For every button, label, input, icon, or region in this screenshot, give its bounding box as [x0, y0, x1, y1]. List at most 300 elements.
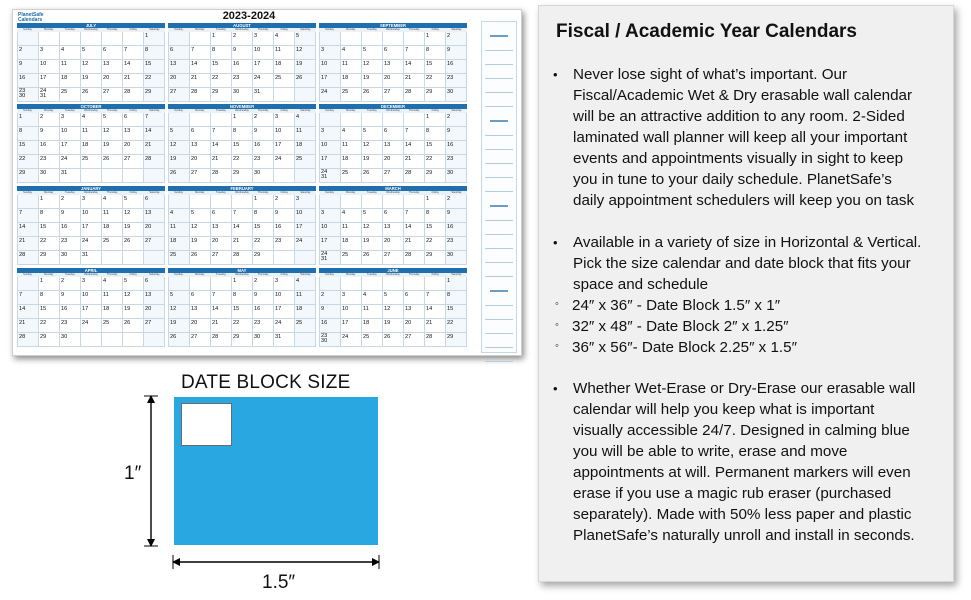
day-cell: 17	[81, 305, 102, 319]
day-cell: 23	[446, 155, 467, 169]
day-cell: 14	[18, 305, 39, 319]
day-cell	[404, 277, 425, 291]
day-cell: 20	[211, 237, 232, 251]
day-cell: 9	[18, 60, 39, 74]
weekday-label: Monday	[44, 109, 54, 112]
day-cell: 30	[60, 333, 81, 347]
note-line	[490, 290, 508, 292]
day-cell: 9	[39, 127, 60, 141]
weekday-label: Wednesday	[235, 28, 249, 31]
size-text: 24″ x 36″ - Date Block 1.5″ x 1″	[572, 297, 781, 314]
note-line	[485, 262, 513, 263]
day-cell: 10	[81, 209, 102, 223]
day-cell: 3	[39, 46, 60, 60]
day-cell: 21	[18, 319, 39, 333]
day-cell: 17	[274, 305, 295, 319]
day-cell: 28	[425, 333, 446, 347]
day-cell: 4	[341, 127, 362, 141]
day-cell: 6	[144, 195, 165, 209]
day-cell: 18	[295, 305, 316, 319]
weekday-label: Thursday	[106, 191, 118, 194]
day-cell: 29	[232, 169, 253, 183]
day-cell: 4	[341, 209, 362, 223]
day-cell	[341, 195, 362, 209]
day-cell	[123, 169, 144, 183]
day-cell: 24 31	[320, 251, 341, 265]
day-cell: 20	[383, 155, 404, 169]
day-cell: 23	[274, 237, 295, 251]
day-cell: 3	[274, 113, 295, 127]
day-cell: 4	[102, 195, 123, 209]
text-line: Fiscal/Academic Wet & Dry erasable wall calendar	[573, 87, 913, 104]
note-line	[485, 319, 513, 320]
day-cell: 30	[446, 88, 467, 102]
day-cell	[362, 195, 383, 209]
weekday-label: Sunday	[174, 191, 183, 194]
day-grid	[319, 195, 467, 265]
day-cell: 22	[425, 155, 446, 169]
day-cell: 22	[425, 74, 446, 88]
weekday-label: Thursday	[257, 28, 269, 31]
day-cell: 22	[39, 319, 60, 333]
day-cell: 2	[253, 113, 274, 127]
day-cell: 10	[320, 141, 341, 155]
month-header: MARCH	[319, 186, 467, 191]
day-cell: 28	[18, 333, 39, 347]
weekday-label: Tuesday	[366, 191, 377, 194]
day-cell: 24 31	[39, 88, 60, 102]
day-cell: 13	[102, 60, 123, 74]
day-cell: 24	[274, 155, 295, 169]
day-cell: 26	[383, 333, 404, 347]
day-cell	[190, 195, 211, 209]
weekday-label: Friday	[280, 28, 288, 31]
month-header: DECEMBER	[319, 104, 467, 109]
day-cell: 8	[39, 291, 60, 305]
day-cell: 13	[190, 305, 211, 319]
weekday-label: Monday	[346, 273, 356, 276]
day-cell: 24	[253, 74, 274, 88]
day-cell: 1	[425, 113, 446, 127]
day-cell: 19	[190, 237, 211, 251]
day-cell: 27	[190, 333, 211, 347]
day-cell: 21	[232, 237, 253, 251]
day-cell	[39, 32, 60, 46]
day-cell: 21	[425, 319, 446, 333]
day-cell: 13	[383, 223, 404, 237]
day-cell	[190, 113, 211, 127]
note-line	[485, 106, 513, 107]
day-cell: 21	[190, 74, 211, 88]
day-cell: 11	[341, 60, 362, 74]
weekday-label: Sunday	[23, 273, 32, 276]
month-header: FEBRUARY	[168, 186, 316, 191]
day-cell: 24	[60, 155, 81, 169]
brand-sub: Calendars	[18, 17, 43, 23]
weekday-label: Sunday	[23, 28, 32, 31]
day-cell: 22	[425, 237, 446, 251]
day-cell: 5	[295, 32, 316, 46]
day-cell	[362, 113, 383, 127]
weekday-label: Tuesday	[64, 109, 75, 112]
day-cell: 19	[169, 155, 190, 169]
day-cell: 6	[190, 127, 211, 141]
day-cell: 17	[295, 223, 316, 237]
month-header: OCTOBER	[17, 104, 165, 109]
height-label: 1″	[124, 463, 142, 484]
weekday-label: Sunday	[325, 273, 334, 276]
day-cell: 6	[123, 113, 144, 127]
month-september	[319, 23, 467, 103]
months-grid	[17, 23, 467, 353]
weekday-label: Saturday	[451, 273, 462, 276]
day-cell	[81, 32, 102, 46]
weekday-label: Saturday	[149, 109, 160, 112]
day-cell: 15	[232, 141, 253, 155]
weekday-label: Friday	[431, 273, 439, 276]
weekday-label: Friday	[431, 191, 439, 194]
day-grid	[168, 195, 316, 265]
day-cell: 23	[253, 319, 274, 333]
day-cell: 22	[144, 74, 165, 88]
day-cell: 15	[211, 60, 232, 74]
day-cell: 11	[295, 291, 316, 305]
day-cell: 20	[190, 155, 211, 169]
day-cell: 21	[404, 74, 425, 88]
day-cell: 1	[446, 277, 467, 291]
month-header: NOVEMBER	[168, 104, 316, 109]
note-line	[485, 135, 513, 136]
day-cell	[320, 32, 341, 46]
note-line	[485, 92, 513, 93]
day-cell: 3	[341, 291, 362, 305]
day-cell	[169, 277, 190, 291]
text-line: appointments at will. Permanent markers will even	[573, 464, 911, 481]
weekday-label: Friday	[431, 28, 439, 31]
width-dimension-arrow	[172, 555, 380, 569]
day-cell: 13	[169, 60, 190, 74]
bullet-point-2	[553, 232, 948, 295]
day-cell: 7	[404, 127, 425, 141]
day-cell: 28	[404, 169, 425, 183]
day-grid	[17, 113, 165, 183]
day-cell: 7	[425, 291, 446, 305]
weekday-label: Saturday	[149, 191, 160, 194]
day-cell: 8	[446, 291, 467, 305]
day-cell: 29	[425, 169, 446, 183]
day-cell: 3	[81, 195, 102, 209]
day-cell: 2	[446, 195, 467, 209]
weekday-label: Sunday	[325, 191, 334, 194]
note-line	[485, 50, 513, 51]
day-cell: 14	[425, 305, 446, 319]
day-cell: 22	[211, 74, 232, 88]
weekday-label: Friday	[431, 109, 439, 112]
day-cell: 28	[190, 88, 211, 102]
day-cell	[295, 333, 316, 347]
day-cell: 12	[123, 291, 144, 305]
weekday-label: Tuesday	[215, 109, 226, 112]
size-text: 32″ x 48″ - Date Block 2″ x 1.25″	[572, 318, 789, 335]
day-cell: 17	[81, 223, 102, 237]
day-cell	[295, 88, 316, 102]
size-option-2	[555, 316, 789, 337]
month-may	[168, 268, 316, 348]
day-cell: 26	[102, 155, 123, 169]
day-grid	[168, 277, 316, 347]
weekday-label: Wednesday	[84, 191, 98, 194]
day-cell	[144, 169, 165, 183]
text-line: erase if you use a magic rub eraser (purchased	[573, 485, 892, 502]
day-cell: 26	[123, 319, 144, 333]
day-cell: 16	[446, 141, 467, 155]
weekday-label: Friday	[129, 28, 137, 31]
month-april	[17, 268, 165, 348]
day-cell: 16	[60, 223, 81, 237]
day-cell: 20	[383, 237, 404, 251]
day-cell: 26	[295, 74, 316, 88]
day-cell: 19	[169, 319, 190, 333]
day-cell: 31	[274, 333, 295, 347]
day-cell: 19	[81, 74, 102, 88]
sub-bullet-icon: ◦	[555, 298, 559, 310]
day-cell: 22	[39, 237, 60, 251]
weekday-label: Monday	[195, 28, 205, 31]
day-cell	[18, 277, 39, 291]
day-cell: 20	[190, 319, 211, 333]
day-cell: 13	[144, 291, 165, 305]
day-cell: 21	[211, 155, 232, 169]
day-cell	[320, 195, 341, 209]
day-cell: 3	[320, 209, 341, 223]
day-cell: 26	[169, 169, 190, 183]
day-cell: 13	[190, 141, 211, 155]
weekday-label: Monday	[346, 28, 356, 31]
day-cell	[404, 195, 425, 209]
day-cell: 29	[144, 88, 165, 102]
day-cell	[362, 32, 383, 46]
day-cell: 12	[102, 127, 123, 141]
day-cell: 2	[60, 195, 81, 209]
weekday-label: Friday	[280, 191, 288, 194]
day-cell: 1	[232, 113, 253, 127]
day-cell: 28	[123, 88, 144, 102]
day-cell: 18	[81, 141, 102, 155]
day-cell: 10	[60, 127, 81, 141]
day-cell: 4	[274, 32, 295, 46]
bullet-icon: •	[553, 235, 558, 250]
day-cell: 25	[102, 319, 123, 333]
day-cell: 11	[295, 127, 316, 141]
note-line	[485, 248, 513, 249]
day-cell: 16	[232, 60, 253, 74]
day-cell: 9	[232, 46, 253, 60]
day-cell: 17	[60, 141, 81, 155]
day-cell: 14	[232, 223, 253, 237]
day-cell: 9	[446, 46, 467, 60]
day-cell: 14	[123, 60, 144, 74]
weekday-label: Tuesday	[215, 28, 226, 31]
bullet-icon: •	[553, 381, 558, 396]
day-cell: 5	[383, 291, 404, 305]
day-cell	[274, 169, 295, 183]
weekday-label: Saturday	[300, 273, 311, 276]
day-cell: 1	[144, 32, 165, 46]
day-cell: 25	[60, 88, 81, 102]
day-cell: 5	[362, 46, 383, 60]
day-cell: 24	[320, 88, 341, 102]
day-cell: 21	[123, 74, 144, 88]
day-cell	[341, 32, 362, 46]
day-cell	[60, 32, 81, 46]
day-cell: 21	[144, 141, 165, 155]
notes-column	[481, 21, 517, 353]
day-cell: 14	[190, 60, 211, 74]
day-cell: 30	[60, 251, 81, 265]
day-cell: 6	[144, 277, 165, 291]
day-cell: 19	[102, 141, 123, 155]
day-cell: 27	[383, 251, 404, 265]
day-cell: 30	[253, 169, 274, 183]
day-cell: 5	[81, 46, 102, 60]
note-line	[490, 205, 508, 207]
day-cell: 7	[211, 291, 232, 305]
weekday-label: Monday	[195, 191, 205, 194]
text-line: Never lose sight of what’s important. Our	[573, 66, 848, 83]
day-cell: 17	[274, 141, 295, 155]
day-cell: 23	[253, 155, 274, 169]
day-cell: 1	[253, 195, 274, 209]
day-cell: 4	[341, 46, 362, 60]
day-cell: 2	[446, 113, 467, 127]
day-cell: 29	[425, 88, 446, 102]
day-cell: 16	[18, 74, 39, 88]
day-cell: 16	[446, 60, 467, 74]
day-cell: 9	[253, 127, 274, 141]
day-cell	[123, 32, 144, 46]
day-cell: 7	[190, 46, 211, 60]
day-cell: 8	[144, 46, 165, 60]
day-cell: 2	[320, 291, 341, 305]
day-cell	[102, 169, 123, 183]
info-panel	[538, 5, 954, 582]
day-cell: 10	[320, 60, 341, 74]
day-cell: 9	[60, 209, 81, 223]
day-cell: 18	[274, 60, 295, 74]
weekday-label: Wednesday	[235, 191, 249, 194]
day-cell	[102, 333, 123, 347]
month-july	[17, 23, 165, 103]
day-cell: 23 30	[18, 88, 39, 102]
day-cell: 15	[253, 223, 274, 237]
day-cell: 2	[253, 277, 274, 291]
day-cell: 24	[341, 333, 362, 347]
weekday-label: Monday	[346, 109, 356, 112]
day-cell	[18, 32, 39, 46]
day-cell: 26	[190, 251, 211, 265]
day-cell: 15	[425, 60, 446, 74]
day-cell: 4	[81, 113, 102, 127]
day-cell: 14	[404, 60, 425, 74]
day-cell: 16	[320, 319, 341, 333]
day-cell	[211, 195, 232, 209]
day-cell: 6	[383, 46, 404, 60]
day-cell: 25	[362, 333, 383, 347]
day-cell: 12	[295, 46, 316, 60]
text-line: Pick the size calendar and date block that fits your	[573, 255, 911, 272]
day-cell: 14	[211, 305, 232, 319]
day-cell: 7	[211, 127, 232, 141]
day-cell: 24 31	[320, 169, 341, 183]
weekday-label: Thursday	[408, 28, 420, 31]
month-march	[319, 186, 467, 266]
day-cell: 1	[39, 277, 60, 291]
day-cell: 12	[362, 223, 383, 237]
note-line	[485, 234, 513, 235]
day-cell: 31	[81, 251, 102, 265]
day-cell: 26	[362, 251, 383, 265]
day-cell: 3	[295, 195, 316, 209]
day-cell: 3	[320, 46, 341, 60]
day-cell: 18	[295, 141, 316, 155]
day-cell: 22	[232, 155, 253, 169]
day-cell: 2	[60, 277, 81, 291]
day-cell	[232, 195, 253, 209]
day-cell: 15	[425, 141, 446, 155]
day-cell: 1	[425, 32, 446, 46]
day-cell: 2	[39, 113, 60, 127]
day-cell: 29	[211, 88, 232, 102]
weekday-label: Thursday	[106, 109, 118, 112]
day-cell: 8	[18, 127, 39, 141]
day-cell: 15	[39, 305, 60, 319]
day-cell: 27	[102, 88, 123, 102]
day-cell: 12	[81, 60, 102, 74]
note-line	[485, 191, 513, 192]
note-line	[485, 361, 513, 362]
day-cell: 8	[232, 291, 253, 305]
day-cell: 12	[169, 141, 190, 155]
day-cell: 30	[253, 333, 274, 347]
month-january	[17, 186, 165, 266]
day-cell: 25	[341, 251, 362, 265]
day-cell: 14	[404, 223, 425, 237]
month-october	[17, 104, 165, 184]
day-cell: 22	[18, 155, 39, 169]
day-cell	[295, 169, 316, 183]
day-cell: 1	[232, 277, 253, 291]
day-cell: 15	[425, 223, 446, 237]
day-cell: 5	[123, 195, 144, 209]
day-cell: 14	[404, 141, 425, 155]
day-cell	[320, 277, 341, 291]
text-line: you in tune to your daily schedule. PlanetSafe’s	[573, 171, 892, 188]
day-cell	[190, 277, 211, 291]
day-grid	[319, 32, 467, 102]
day-cell: 5	[362, 209, 383, 223]
weekday-label: Saturday	[149, 273, 160, 276]
day-cell: 23	[60, 319, 81, 333]
day-cell	[341, 277, 362, 291]
day-cell: 28	[144, 155, 165, 169]
day-cell: 10	[295, 209, 316, 223]
day-cell: 19	[362, 74, 383, 88]
month-august	[168, 23, 316, 103]
day-cell: 18	[341, 155, 362, 169]
day-grid	[319, 113, 467, 183]
day-cell: 24	[295, 237, 316, 251]
day-cell: 7	[123, 46, 144, 60]
